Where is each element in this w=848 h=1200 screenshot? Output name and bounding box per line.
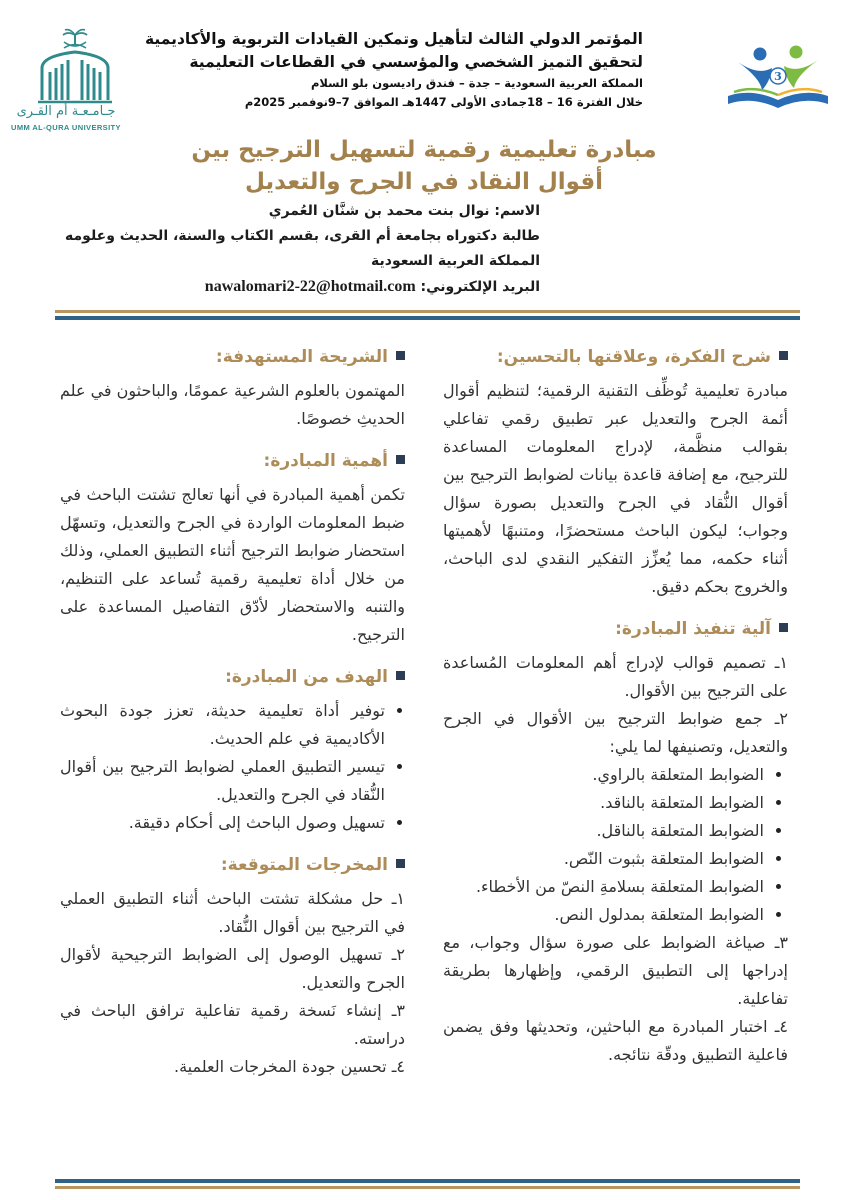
initiative-title-line-1: مبادرة تعليمية رقمية لتسهيل الترجيح بين — [191, 137, 657, 163]
uqu-emblem-icon — [30, 28, 120, 104]
list-item: • الضوابط المتعلقة بالراوي. — [443, 761, 764, 789]
square-bullet-icon — [396, 351, 405, 360]
section-heading-mechanism — [443, 615, 788, 643]
conference-number: 3 — [774, 70, 782, 83]
square-bullet-icon — [396, 455, 405, 464]
author-email-line — [40, 274, 540, 300]
section-heading-outputs — [60, 851, 405, 879]
author-country: المملكة العربية السعودية — [371, 253, 540, 269]
conference-emblem-icon — [722, 42, 834, 114]
section-heading-text: أهمية المبادرة: — [263, 451, 388, 471]
goals-list — [60, 697, 405, 837]
importance-body: تكمن أهمية المبادرة في أنها تعالج تشتت الباحث في ضبط المعلومات الواردة في الجرح والتعديل، وتسهّل استحضار ضوابط الترجيح أثناء التطبيق العملي، وذلك من خلال أداة تعليمية رقمية تُساعد على التنظيم، والتنبه والاستحضار لأدّق التفاصيل المساعدة على الترجيح. — [60, 485, 405, 644]
list-item: • تيسير التطبيق العملي لضوابط الترجيح بين أقوال النُّقاد في الجرح والتعديل. — [60, 753, 385, 809]
conference-header — [123, 28, 643, 112]
list-item: • توفير أداة تعليمية حديثة، تعزز جودة البحوث الأكاديمية في علم الحديث. — [60, 697, 385, 753]
section-heading-text: شرح الفكرة، وعلاقتها بالتحسين: — [496, 347, 771, 367]
email-label: البريد الإلكتروني: — [420, 279, 540, 295]
author-info — [40, 199, 540, 300]
output-item: ١ـ حل مشكلة تشتت الباحث أثناء التطبيق العملي في الترجيح بين أقوال النُّقاد. — [60, 889, 405, 936]
conference-title-line-1: المؤتمر الدولي الثالث لتأهيل وتمكين القيادات التربوية والأكاديمية — [145, 30, 643, 48]
left-column — [60, 343, 405, 1081]
section-heading-audience — [60, 343, 405, 371]
list-item: • الضوابط المتعلقة بسلامةِ النصّ من الأخطاء. — [443, 873, 764, 901]
top-divider-gold — [55, 310, 800, 313]
email-address: nawalomari2-22@hotmail.com — [204, 278, 416, 295]
list-item: • الضوابط المتعلقة بالناقل. — [443, 817, 764, 845]
output-item: ٣ـ إنشاء نَسخة رقمية تفاعلية ترافق الباحث في دراسته. — [60, 1001, 405, 1048]
university-name-arabic: جـامـعـة أم القـرى — [16, 104, 116, 119]
top-divider-blue — [55, 316, 800, 320]
right-column — [443, 343, 788, 1069]
bottom-divider-blue — [55, 1179, 800, 1183]
mechanism-step-3: ٣ـ صياغة الضوابط على صورة سؤال وجواب، مع إدراجها إلى التطبيق الرقمي، وإظهارها بطريقة تفاعلية. — [443, 933, 788, 1008]
list-item: • الضوابط المتعلقة بمدلول النص. — [443, 901, 764, 929]
list-item: • تسهيل وصول الباحث إلى أحكام دقيقة. — [60, 809, 385, 837]
university-name-english: UMM AL-QURA UNIVERSITY — [11, 123, 121, 132]
section-heading-goals — [60, 663, 405, 691]
conference-logo — [722, 42, 834, 114]
initiative-title — [0, 134, 848, 198]
square-bullet-icon — [396, 859, 405, 868]
section-heading-text: الشريحة المستهدفة: — [215, 347, 388, 367]
conference-dates: خلال الفترة 16 – 18جمادى الأولى 1447هـ الموافق 7–9نوفمبر 2025م — [244, 95, 643, 109]
mechanism-step-4: ٤ـ اختبار المبادرة مع الباحثين، وتحديثها وفق يضمن فاعلية التطبيق ودقّة نتائجه. — [443, 1017, 788, 1064]
square-bullet-icon — [396, 671, 405, 680]
conference-title-line-2: لتحقيق التميز الشخصي والمؤسسي في القطاعات التعليمية — [189, 53, 643, 71]
section-heading-text: الهدف من المبادرة: — [225, 667, 388, 687]
output-item: ٢ـ تسهيل الوصول إلى الضوابط الترجيحية لأقوال الجرح والتعديل. — [60, 945, 405, 992]
author-name: الاسم: نوال بنت محمد بن شنَّان العُمري — [268, 203, 540, 219]
list-item: • الضوابط المتعلقة بثبوت النّص. — [443, 845, 764, 873]
mechanism-step-1: ١ـ تصميم قوالب لإدراج أهم المعلومات المُساعدة على الترجيح بين الأقوال. — [443, 653, 788, 700]
square-bullet-icon — [779, 351, 788, 360]
section-heading-idea — [443, 343, 788, 371]
bottom-divider-gold — [55, 1186, 800, 1189]
idea-body: مبادرة تعليمية تُوظِّف التقنية الرقمية؛ لتنظيم أقوال أئمة الجرح والتعديل عبر تطبيق رقمي تفاعلي بقوالب منظَّمة، لإدراج المعلومات المساعدة للترجيح، مع إضافة قاعدة بيانات لضوابط الترجيح بين أقوال النُّقاد في الجرح والتعديل بصورة سؤال وجواب؛ ليكون الباحث مستحضرًا، ومتنبهًا لأهميتها أثناء حكمه، مما يُعزِّز التفكير النقدي لدى الباحث، والخروج بحكم دقيق. — [443, 381, 788, 596]
list-item: • الضوابط المتعلقة بالناقد. — [443, 789, 764, 817]
section-heading-importance — [60, 447, 405, 475]
mechanism-step-2: ٢ـ جمع ضوابط الترجيح بين الأقوال في الجرح والتعديل، وتصنيفها لما يلي: — [443, 709, 788, 756]
audience-body: المهتمون بالعلوم الشرعية عمومًا، والباحثون في علم الحديثِ خصوصًا. — [60, 381, 405, 428]
author-affiliation: طالبة دكتوراه بجامعة أم القرى، بقسم الكتاب والسنة، الحديث وعلومه — [65, 228, 540, 244]
square-bullet-icon — [779, 623, 788, 632]
output-item: ٤ـ تحسين جودة المخرجات العلمية. — [174, 1057, 405, 1076]
section-heading-text: المخرجات المتوقعة: — [220, 855, 388, 875]
section-heading-text: آلية تنفيذ المبادرة: — [615, 619, 771, 639]
rulings-categories-list — [443, 761, 788, 929]
conference-location: المملكة العربية السعودية – جدة – فندق راديسون بلو السلام — [310, 76, 643, 90]
initiative-title-line-2: أقوال النقاد في الجرح والتعديل — [244, 169, 604, 195]
umm-al-qura-university-logo — [0, 0, 135, 140]
